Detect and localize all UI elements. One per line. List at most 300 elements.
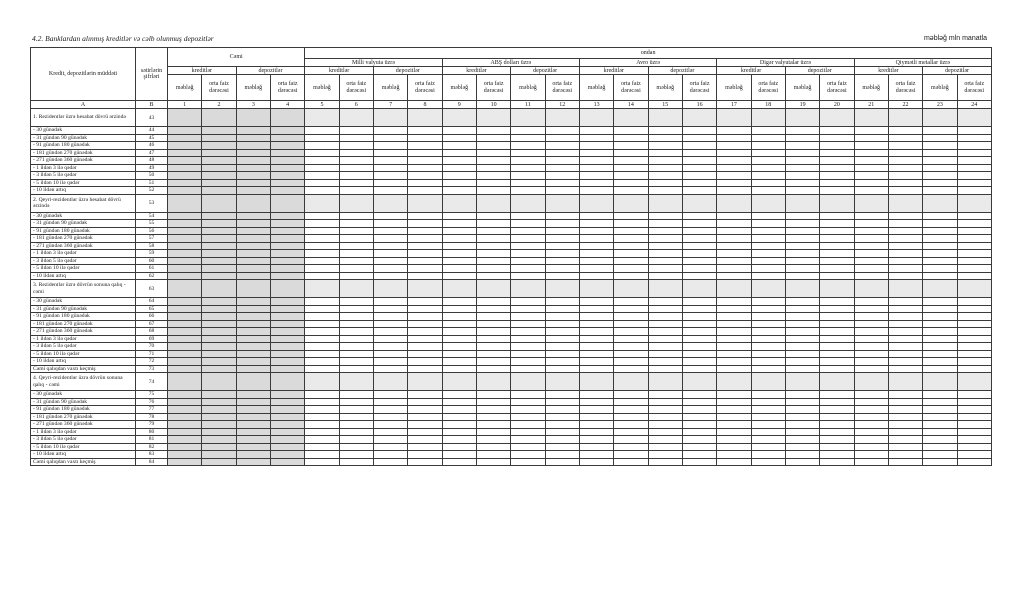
data-cell (682, 458, 716, 466)
row-code: 57 (136, 235, 168, 243)
data-cell (923, 373, 957, 391)
row-code: 72 (136, 358, 168, 366)
data-cell (545, 365, 579, 373)
header-of-which: ondan (305, 48, 992, 59)
row-label: - 181 gündən 270 günədək (31, 413, 136, 421)
data-cell (648, 227, 682, 235)
data-cell (442, 280, 476, 298)
data-cell (888, 421, 922, 429)
data-cell (682, 350, 716, 358)
data-cell (236, 194, 270, 212)
data-cell (820, 451, 854, 459)
data-cell (305, 109, 339, 127)
data-cell (614, 164, 648, 172)
data-cell (785, 458, 819, 466)
data-cell (408, 451, 442, 459)
data-cell (648, 350, 682, 358)
document-title: 4.2. Banklardan alınmış kreditlər və cəlb olunmuş depozitlər (32, 34, 214, 43)
data-cell (751, 413, 785, 421)
data-cell (408, 328, 442, 336)
data-cell (717, 172, 751, 180)
data-cell (854, 142, 888, 150)
data-cell (579, 421, 613, 429)
data-cell (614, 220, 648, 228)
header-avg-rate-line2: dərəcəsi (277, 87, 298, 94)
data-cell (614, 298, 648, 306)
data-cell (648, 109, 682, 127)
data-cell (270, 164, 304, 172)
data-cell (717, 298, 751, 306)
data-cell (236, 413, 270, 421)
data-cell (682, 313, 716, 321)
data-cell (785, 320, 819, 328)
data-cell (854, 194, 888, 212)
data-cell (923, 320, 957, 328)
table-row (31, 328, 992, 336)
data-cell (339, 406, 373, 414)
column-index: 18 (751, 101, 785, 109)
data-cell (923, 272, 957, 280)
table-row (31, 157, 992, 165)
data-cell (202, 365, 236, 373)
data-cell (682, 365, 716, 373)
data-cell (408, 227, 442, 235)
table-row (31, 350, 992, 358)
data-cell (202, 298, 236, 306)
data-cell (270, 436, 304, 444)
data-cell (373, 194, 407, 212)
data-cell (168, 235, 202, 243)
data-cell (545, 451, 579, 459)
row-code: 56 (136, 227, 168, 235)
data-cell (957, 179, 991, 187)
section-row (31, 194, 992, 212)
data-cell (408, 134, 442, 142)
data-cell (305, 328, 339, 336)
data-cell (820, 458, 854, 466)
data-cell (202, 406, 236, 414)
data-cell (373, 305, 407, 313)
data-cell (305, 391, 339, 399)
data-cell (168, 320, 202, 328)
data-cell (339, 451, 373, 459)
data-cell (442, 451, 476, 459)
data-cell (305, 443, 339, 451)
data-cell (820, 328, 854, 336)
data-cell (957, 235, 991, 243)
data-cell (476, 335, 510, 343)
data-cell (957, 172, 991, 180)
data-cell (579, 142, 613, 150)
data-cell (923, 391, 957, 399)
data-cell (305, 350, 339, 358)
data-cell (820, 298, 854, 306)
data-cell (820, 242, 854, 250)
data-cell (168, 164, 202, 172)
data-cell (305, 179, 339, 187)
data-cell (168, 335, 202, 343)
data-cell (373, 443, 407, 451)
data-cell (373, 391, 407, 399)
data-cell (785, 242, 819, 250)
data-cell (614, 134, 648, 142)
data-cell (888, 272, 922, 280)
data-cell (579, 428, 613, 436)
data-cell (614, 172, 648, 180)
data-cell (442, 127, 476, 135)
data-cell (339, 328, 373, 336)
table-row (31, 149, 992, 157)
data-cell (511, 127, 545, 135)
data-cell (785, 350, 819, 358)
row-label: - 3 ildən 5 ilə qədər (31, 436, 136, 444)
row-label: - 271 gündən 360 günədək (31, 328, 136, 336)
data-cell (579, 443, 613, 451)
data-cell (168, 391, 202, 399)
data-cell (785, 391, 819, 399)
header-avg-rate (339, 75, 373, 101)
data-cell (820, 373, 854, 391)
data-cell (888, 458, 922, 466)
data-cell (751, 235, 785, 243)
data-cell (270, 350, 304, 358)
row-code: 66 (136, 313, 168, 321)
data-cell (923, 149, 957, 157)
data-cell (545, 134, 579, 142)
data-cell (305, 313, 339, 321)
data-cell (751, 242, 785, 250)
report-table (30, 47, 992, 466)
data-cell (854, 335, 888, 343)
data-cell (373, 428, 407, 436)
data-cell (442, 227, 476, 235)
data-cell (717, 187, 751, 195)
data-cell (545, 194, 579, 212)
data-cell (614, 235, 648, 243)
data-cell (682, 127, 716, 135)
data-cell (442, 305, 476, 313)
data-cell (854, 172, 888, 180)
data-cell (442, 164, 476, 172)
data-cell (236, 172, 270, 180)
row-label: - 271 gündən 360 günədək (31, 242, 136, 250)
data-cell (648, 164, 682, 172)
data-cell (236, 272, 270, 280)
data-cell (682, 235, 716, 243)
header-avg-rate-line1: orta faiz (621, 81, 641, 88)
data-cell (717, 134, 751, 142)
row-label: Cəmi qalıqdan vaxtı keçmiş (31, 365, 136, 373)
data-cell (442, 320, 476, 328)
column-index: 23 (923, 101, 957, 109)
data-cell (408, 109, 442, 127)
data-cell (202, 373, 236, 391)
data-cell (511, 350, 545, 358)
data-cell (305, 235, 339, 243)
data-cell (579, 358, 613, 366)
row-code: 81 (136, 436, 168, 444)
data-cell (270, 358, 304, 366)
data-cell (476, 398, 510, 406)
data-cell (202, 212, 236, 220)
data-cell (888, 305, 922, 313)
column-index: 13 (579, 101, 613, 109)
data-cell (648, 280, 682, 298)
data-cell (270, 313, 304, 321)
data-cell (888, 398, 922, 406)
data-cell (202, 328, 236, 336)
header-avg-rate (682, 75, 716, 101)
data-cell (339, 127, 373, 135)
data-cell (751, 436, 785, 444)
data-cell (545, 157, 579, 165)
data-cell (957, 250, 991, 258)
data-cell (648, 428, 682, 436)
data-cell (408, 365, 442, 373)
data-cell (820, 391, 854, 399)
data-cell (270, 451, 304, 459)
header-amount: məbləğ (648, 75, 682, 101)
data-cell (957, 109, 991, 127)
data-cell (820, 350, 854, 358)
data-cell (202, 227, 236, 235)
data-cell (339, 350, 373, 358)
data-cell (785, 365, 819, 373)
data-cell (648, 142, 682, 150)
data-cell (785, 272, 819, 280)
data-cell (614, 212, 648, 220)
data-cell (476, 127, 510, 135)
data-cell (270, 305, 304, 313)
data-cell (717, 280, 751, 298)
data-cell (168, 227, 202, 235)
data-cell (682, 157, 716, 165)
row-code: 62 (136, 272, 168, 280)
header-avg-rate-line2: dərəcəsi (689, 87, 710, 94)
data-cell (511, 220, 545, 228)
data-cell (957, 242, 991, 250)
row-label: 2. Qeyri-rezidentlər üzrə hesabat dövrü ərzində (31, 194, 136, 212)
data-cell (682, 343, 716, 351)
data-cell (270, 242, 304, 250)
data-cell (476, 272, 510, 280)
data-cell (545, 406, 579, 414)
data-cell (305, 280, 339, 298)
data-cell (545, 436, 579, 444)
data-cell (785, 328, 819, 336)
header-row-4 (31, 75, 992, 101)
data-cell (270, 280, 304, 298)
data-cell (545, 179, 579, 187)
data-cell (305, 320, 339, 328)
data-cell (476, 328, 510, 336)
data-cell (751, 127, 785, 135)
data-cell (339, 220, 373, 228)
data-cell (545, 109, 579, 127)
data-cell (270, 320, 304, 328)
row-code: 84 (136, 458, 168, 466)
row-code: 51 (136, 179, 168, 187)
data-cell (545, 458, 579, 466)
data-cell (820, 313, 854, 321)
data-cell (442, 149, 476, 157)
data-cell (751, 194, 785, 212)
data-cell (682, 265, 716, 273)
header-deposits: depozitlər (923, 67, 992, 75)
data-cell (168, 350, 202, 358)
data-cell (408, 272, 442, 280)
row-code: 78 (136, 413, 168, 421)
column-index: 1 (168, 101, 202, 109)
data-cell (579, 109, 613, 127)
row-label: - 181 gündən 270 günədək (31, 235, 136, 243)
data-cell (957, 365, 991, 373)
header-amount: məbləğ (305, 75, 339, 101)
row-code: 74 (136, 373, 168, 391)
header-avg-rate-line1: orta faiz (689, 81, 710, 88)
data-cell (957, 350, 991, 358)
data-cell (373, 172, 407, 180)
data-cell (923, 413, 957, 421)
header-avg-rate-line1: orta faiz (277, 81, 298, 88)
data-cell (751, 320, 785, 328)
data-cell (236, 220, 270, 228)
data-cell (682, 257, 716, 265)
table-row (31, 358, 992, 366)
data-cell (373, 398, 407, 406)
table-row (31, 313, 992, 321)
row-code: 55 (136, 220, 168, 228)
section-row (31, 109, 992, 127)
data-cell (785, 421, 819, 429)
data-cell (202, 157, 236, 165)
data-cell (579, 313, 613, 321)
data-cell (820, 305, 854, 313)
data-cell (717, 164, 751, 172)
data-cell (888, 280, 922, 298)
row-label: - 1 ildən 3 ilə qədər (31, 250, 136, 258)
data-cell (202, 187, 236, 195)
data-cell (202, 350, 236, 358)
header-avg-rate-line1: orta faiz (552, 81, 573, 88)
column-index: 3 (236, 101, 270, 109)
data-cell (442, 458, 476, 466)
data-cell (579, 335, 613, 343)
data-cell (648, 451, 682, 459)
data-cell (854, 242, 888, 250)
data-cell (305, 305, 339, 313)
data-cell (408, 242, 442, 250)
data-cell (785, 335, 819, 343)
data-cell (168, 179, 202, 187)
data-cell (168, 313, 202, 321)
header-row-1 (31, 48, 992, 59)
data-cell (511, 142, 545, 150)
data-cell (785, 265, 819, 273)
data-cell (785, 398, 819, 406)
data-cell (476, 157, 510, 165)
data-cell (202, 149, 236, 157)
data-cell (168, 257, 202, 265)
data-cell (511, 227, 545, 235)
data-cell (614, 280, 648, 298)
data-cell (236, 265, 270, 273)
data-cell (648, 320, 682, 328)
data-cell (717, 227, 751, 235)
data-cell (820, 343, 854, 351)
data-cell (614, 109, 648, 127)
data-cell (648, 343, 682, 351)
data-cell (614, 350, 648, 358)
data-cell (957, 272, 991, 280)
row-code: 50 (136, 172, 168, 180)
data-cell (373, 142, 407, 150)
data-cell (751, 373, 785, 391)
data-cell (717, 220, 751, 228)
data-cell (511, 109, 545, 127)
data-cell (751, 443, 785, 451)
data-cell (373, 157, 407, 165)
column-index: 21 (854, 101, 888, 109)
data-cell (373, 451, 407, 459)
data-cell (854, 227, 888, 235)
data-cell (545, 127, 579, 135)
data-cell (442, 373, 476, 391)
data-cell (820, 227, 854, 235)
header-credits: kreditlər (579, 67, 648, 75)
data-cell (236, 421, 270, 429)
data-cell (614, 398, 648, 406)
data-cell (408, 298, 442, 306)
data-cell (168, 421, 202, 429)
data-cell (923, 451, 957, 459)
data-cell (442, 142, 476, 150)
data-cell (202, 164, 236, 172)
row-label: - 3 ildən 5 ilə qədər (31, 172, 136, 180)
table-row (31, 335, 992, 343)
data-cell (545, 187, 579, 195)
data-cell (202, 172, 236, 180)
column-index: 9 (442, 101, 476, 109)
row-label: - 30 günədək (31, 298, 136, 306)
data-cell (511, 398, 545, 406)
data-cell (408, 428, 442, 436)
section-row (31, 373, 992, 391)
data-cell (202, 179, 236, 187)
data-cell (236, 343, 270, 351)
data-cell (923, 157, 957, 165)
data-cell (785, 109, 819, 127)
data-cell (854, 458, 888, 466)
data-cell (785, 428, 819, 436)
data-cell (305, 212, 339, 220)
data-cell (785, 250, 819, 258)
data-cell (236, 235, 270, 243)
data-cell (545, 313, 579, 321)
data-cell (476, 257, 510, 265)
data-cell (854, 187, 888, 195)
data-cell (511, 157, 545, 165)
data-cell (614, 305, 648, 313)
data-cell (820, 406, 854, 414)
data-cell (923, 343, 957, 351)
data-cell (168, 451, 202, 459)
data-cell (339, 373, 373, 391)
data-cell (236, 305, 270, 313)
data-cell (717, 320, 751, 328)
data-cell (408, 164, 442, 172)
row-code: 73 (136, 365, 168, 373)
